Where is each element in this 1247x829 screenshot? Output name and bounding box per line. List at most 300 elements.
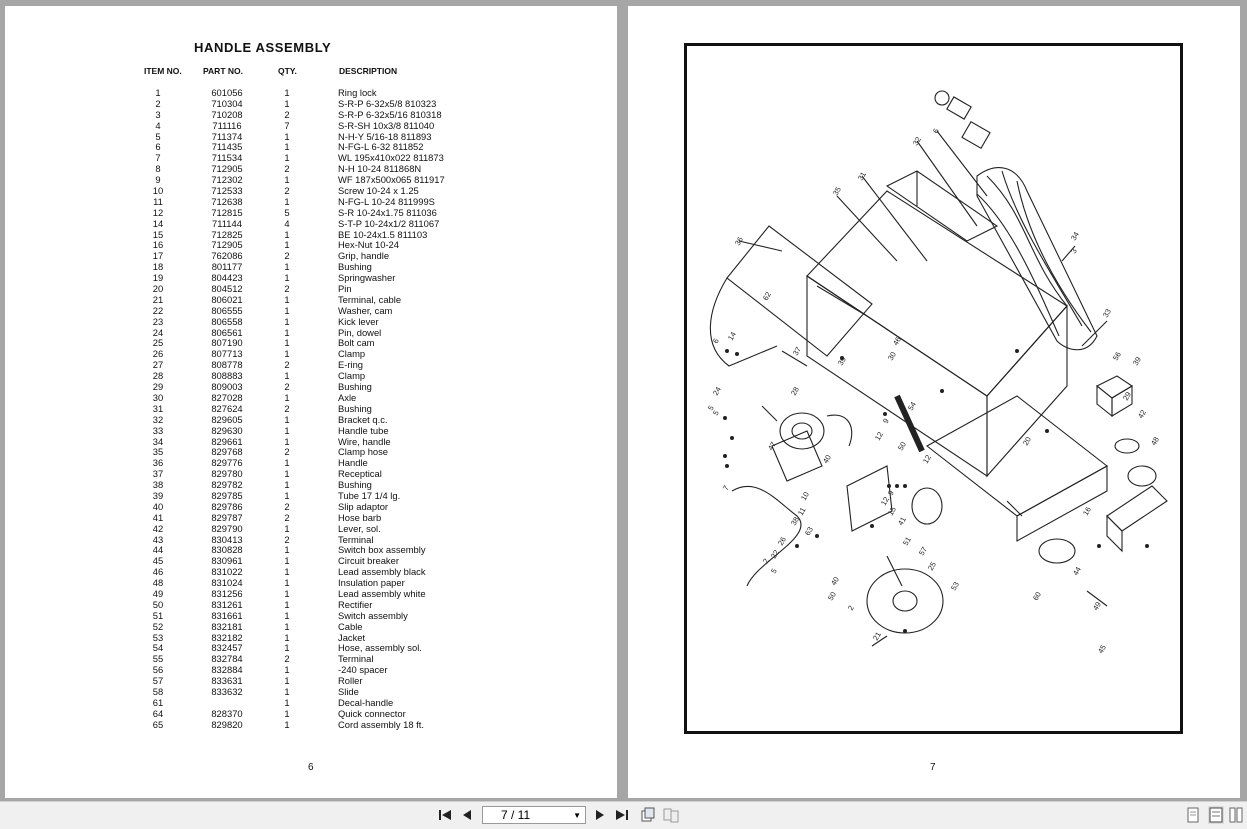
view-scroll-icon[interactable] — [1229, 806, 1243, 824]
table-row — [5, 404, 617, 415]
exploded-parts-diagram — [687, 46, 1180, 731]
cell-qty: 1 — [284, 544, 290, 556]
table-row — [5, 164, 617, 175]
cell-qty: 1 — [284, 239, 290, 251]
cell-description: S-R-P 6-32x5/8 810323 — [338, 97, 437, 109]
cell-description: Terminal — [338, 653, 374, 665]
callout-label: 44 — [1070, 565, 1083, 577]
table-row — [5, 349, 617, 360]
table-row — [5, 121, 617, 132]
cell-item-no: 42 — [152, 522, 164, 534]
cell-item-no: 39 — [152, 489, 164, 501]
cell-part-no: 711374 — [211, 130, 243, 142]
cell-qty: 1 — [284, 87, 290, 98]
cell-description: Screw 10-24 x 1.25 — [338, 185, 419, 197]
cell-description: Quick connector — [338, 707, 406, 719]
table-row — [5, 132, 617, 143]
cell-qty: 1 — [284, 587, 290, 599]
cell-description: Handle — [338, 457, 368, 469]
cell-description: WF 187x500x065 811917 — [338, 174, 445, 186]
cell-item-no: 51 — [152, 609, 164, 621]
table-row — [5, 99, 617, 110]
table-row — [5, 328, 617, 339]
cell-part-no: 711116 — [212, 119, 242, 131]
callout-label: 24 — [710, 385, 723, 397]
cell-item-no: 1 — [155, 87, 161, 98]
cell-qty: 1 — [284, 304, 290, 316]
table-row — [5, 709, 617, 720]
cell-item-no: 7 — [155, 152, 161, 164]
cell-description: Grip, handle — [338, 250, 390, 262]
last-page-icon[interactable] — [614, 806, 630, 824]
cell-qty: 2 — [284, 185, 290, 197]
cell-item-no: 48 — [152, 577, 164, 589]
table-row — [5, 491, 617, 502]
cell-part-no: 831022 — [211, 566, 243, 578]
table-row — [5, 665, 617, 676]
cell-qty: 1 — [284, 293, 290, 305]
table-row — [5, 230, 617, 241]
callout-label: 47 — [765, 440, 778, 452]
cell-item-no: 64 — [152, 707, 164, 719]
table-row — [5, 175, 617, 186]
cell-qty: 1 — [284, 696, 290, 708]
table-row — [5, 447, 617, 458]
cell-qty: 2 — [284, 381, 290, 393]
cell-item-no: 58 — [152, 685, 164, 697]
callout-label: 16 — [1080, 505, 1093, 517]
cell-qty: 1 — [284, 707, 290, 719]
cell-description: Bushing — [338, 261, 372, 273]
table-row — [5, 251, 617, 262]
callout-label: 54 — [905, 400, 918, 412]
cell-item-no: 34 — [152, 435, 164, 447]
cord — [732, 486, 801, 586]
table-row — [5, 186, 617, 197]
viewer-toolbar — [0, 801, 1247, 829]
cell-description: Terminal, cable — [338, 293, 402, 305]
table-row — [5, 698, 617, 709]
cell-part-no: 712905 — [211, 239, 243, 251]
callout-label: 63 — [802, 525, 815, 537]
cell-description: Hose barb — [338, 511, 382, 523]
cell-part-no: 712905 — [211, 163, 243, 175]
cell-item-no: 55 — [152, 653, 164, 665]
two-page-icon[interactable] — [663, 806, 679, 824]
cell-qty: 2 — [284, 533, 290, 545]
cell-part-no: 831024 — [211, 577, 243, 589]
table-row — [5, 338, 617, 349]
cell-item-no: 26 — [152, 348, 164, 360]
callout-label: 14 — [725, 330, 738, 342]
cell-part-no: 712825 — [211, 228, 243, 240]
cell-qty: 1 — [284, 631, 290, 643]
cell-description: Lead assembly white — [338, 587, 426, 599]
wheel-right — [1128, 466, 1156, 486]
cell-part-no: 601056 — [211, 87, 243, 98]
callout-label: 40 — [828, 575, 841, 587]
cell-qty: 1 — [284, 489, 290, 501]
cell-description: S-R 10-24x1.75 811036 — [338, 206, 437, 218]
view-single-icon[interactable] — [1186, 806, 1200, 824]
cell-qty: 1 — [284, 685, 290, 697]
callout-label: 37 — [790, 345, 803, 357]
cell-description: Hose, assembly sol. — [338, 642, 422, 654]
cell-description: Clamp — [338, 348, 366, 360]
cell-part-no: 762086 — [211, 250, 243, 262]
cell-description: Insulation paper — [338, 577, 405, 589]
table-row — [5, 524, 617, 535]
cell-part-no: 829820 — [211, 718, 243, 730]
cell-part-no: 829786 — [211, 500, 243, 512]
cell-part-no: 712533 — [211, 185, 243, 197]
cell-item-no: 10 — [152, 185, 164, 197]
cell-qty: 2 — [284, 653, 290, 665]
cell-description: N-H-Y 5/16-18 811893 — [338, 130, 432, 142]
cell-part-no: 829605 — [211, 413, 243, 425]
chassis-side — [987, 306, 1067, 476]
cell-part-no: 832784 — [211, 653, 243, 665]
cell-qty: 1 — [284, 675, 290, 687]
cell-item-no: 50 — [152, 598, 164, 610]
table-row — [5, 219, 617, 230]
table-row — [5, 262, 617, 273]
table-row — [5, 284, 617, 295]
cell-item-no: 29 — [152, 381, 164, 393]
page-7 — [628, 6, 1240, 798]
cell-description: Lever, sol. — [338, 522, 381, 534]
cell-qty: 1 — [284, 272, 290, 284]
cell-description: Wire, handle — [338, 435, 391, 447]
callout-label: 12 — [872, 430, 885, 442]
cell-item-no: 61 — [152, 696, 164, 708]
cell-description: Lead assembly black — [338, 566, 426, 578]
cell-item-no: 12 — [152, 206, 164, 218]
cell-part-no: 712302 — [211, 174, 243, 186]
table-row — [5, 480, 617, 491]
table-row — [5, 88, 617, 99]
cell-description: Slide — [338, 685, 359, 697]
cell-item-no: 21 — [152, 293, 164, 305]
callout-label: 9 — [885, 488, 896, 497]
cell-item-no: 53 — [152, 631, 164, 643]
cell-qty: 1 — [284, 315, 290, 327]
cell-description: Decal-handle — [338, 696, 394, 708]
table-row — [5, 676, 617, 687]
table-row — [5, 556, 617, 567]
cell-part-no: 711435 — [211, 141, 243, 153]
table-row — [5, 469, 617, 480]
cell-part-no: 832182 — [211, 631, 243, 643]
page-indicator: 7 / 11 — [501, 808, 531, 822]
table-row — [5, 306, 617, 317]
cell-item-no: 25 — [152, 337, 164, 349]
table-row — [5, 197, 617, 208]
cell-qty: 1 — [284, 620, 290, 632]
cell-qty: 5 — [284, 206, 290, 218]
cell-part-no: 711534 — [211, 152, 243, 164]
lower-plate — [927, 396, 1107, 516]
cell-item-no: 43 — [152, 533, 164, 545]
cell-qty: 7 — [284, 119, 290, 131]
diagram-frame — [684, 43, 1183, 734]
callout-label: 38 — [788, 515, 801, 527]
callout-label: 5 — [705, 403, 716, 412]
cell-item-no: 38 — [152, 479, 164, 491]
table-row — [5, 208, 617, 219]
header-part-no: PART NO. — [203, 66, 243, 76]
view-double-icon[interactable] — [1208, 806, 1224, 824]
cell-part-no: 804512 — [211, 283, 243, 295]
cell-qty: 1 — [284, 555, 290, 567]
cell-description: Pin — [338, 283, 352, 295]
cell-item-no: 32 — [152, 413, 164, 425]
next-page-icon[interactable] — [593, 806, 607, 824]
cell-qty: 1 — [284, 479, 290, 491]
cell-description: Hex-Nut 10-24 — [338, 239, 399, 251]
cell-description: Bolt cam — [338, 337, 375, 349]
cell-description: Bracket q.c. — [338, 413, 388, 425]
page-6 — [5, 6, 617, 798]
cell-part-no: 710304 — [211, 97, 243, 109]
callout-label: 29 — [1120, 390, 1133, 402]
callout-label: 20 — [1020, 435, 1033, 447]
cell-item-no: 46 — [152, 566, 164, 578]
callout-label: 2 — [760, 556, 771, 565]
cell-description: Springwasher — [338, 272, 396, 284]
first-page-icon[interactable] — [437, 806, 453, 824]
cell-qty: 1 — [284, 348, 290, 360]
cell-part-no: 806558 — [211, 315, 243, 327]
callout-label: 57 — [916, 545, 929, 557]
cell-description: Bushing — [338, 381, 372, 393]
table-row — [5, 502, 617, 513]
parts-table — [5, 88, 617, 731]
cell-description: Rectifier — [338, 598, 373, 610]
cell-part-no: 710208 — [211, 108, 243, 120]
cell-part-no: 807713 — [211, 348, 243, 360]
cell-description: Switch assembly — [338, 609, 408, 621]
cell-item-no: 36 — [152, 457, 164, 469]
cell-qty: 1 — [284, 718, 290, 730]
cell-description: BE 10-24x1.5 811103 — [338, 228, 428, 240]
cell-description: S-T-P 10-24x1/2 811067 — [338, 217, 440, 229]
callout-label: 36 — [732, 235, 745, 247]
cell-description: Cord assembly 18 ft. — [338, 718, 424, 730]
callout-label: 48 — [1148, 435, 1161, 447]
callout-label: 49 — [1090, 600, 1103, 612]
cell-item-no: 56 — [152, 664, 164, 676]
cell-part-no: 829782 — [211, 479, 243, 491]
table-row — [5, 295, 617, 306]
cell-item-no: 44 — [152, 544, 164, 556]
callout-label: 31 — [855, 170, 868, 182]
callout-label: 12 — [878, 495, 891, 507]
cell-part-no: 832181 — [211, 620, 243, 632]
table-row — [5, 578, 617, 589]
single-page-icon[interactable] — [640, 806, 656, 824]
table-row — [5, 600, 617, 611]
table-row — [5, 643, 617, 654]
wheel-main — [867, 569, 943, 633]
callout-label: 34 — [1068, 230, 1081, 242]
cell-description: Clamp hose — [338, 446, 389, 458]
cell-item-no: 52 — [152, 620, 164, 632]
bushing-right — [1115, 439, 1139, 453]
cell-qty: 1 — [284, 664, 290, 676]
cell-qty: 2 — [284, 359, 290, 371]
cell-qty: 1 — [284, 195, 290, 207]
table-row — [5, 654, 617, 665]
callout-label: 6 — [930, 126, 941, 135]
cell-item-no: 20 — [152, 283, 164, 295]
cell-qty: 1 — [284, 577, 290, 589]
cell-item-no: 9 — [155, 174, 161, 186]
cell-part-no: 831661 — [211, 609, 243, 621]
cell-part-no: 827028 — [211, 391, 243, 403]
callout-label: 35 — [830, 185, 843, 197]
callout-label: 39 — [835, 355, 848, 367]
cell-item-no: 54 — [152, 642, 164, 654]
callout-label: 22 — [768, 548, 781, 560]
cell-part-no: 829787 — [211, 511, 243, 523]
cell-description: Switch box assembly — [338, 544, 426, 556]
cell-description: Tube 17 1/4 lg. — [338, 489, 401, 501]
cell-qty: 1 — [284, 468, 290, 480]
cell-qty: 2 — [284, 283, 290, 295]
cell-item-no: 33 — [152, 424, 164, 436]
cell-item-no: 6 — [155, 141, 161, 153]
cell-item-no: 27 — [152, 359, 164, 371]
cell-description: S-R-SH 10x3/8 811040 — [338, 119, 435, 131]
table-row — [5, 415, 617, 426]
callout-label: 40 — [820, 453, 833, 465]
header-item-no: ITEM NO. — [144, 66, 182, 76]
cell-description: Cable — [338, 620, 363, 632]
callout-label: 28 — [788, 385, 801, 397]
cell-description: E-ring — [338, 359, 364, 371]
callout-label: 15 — [885, 505, 898, 517]
cell-item-no: 31 — [152, 402, 164, 414]
table-row — [5, 153, 617, 164]
cell-description: Bushing — [338, 479, 372, 491]
cell-part-no: 712638 — [211, 195, 243, 207]
callout-label: 25 — [925, 560, 938, 572]
cell-description: Handle tube — [338, 424, 389, 436]
callout-label: 42 — [1135, 408, 1148, 420]
cell-part-no: 830828 — [211, 544, 243, 556]
prev-page-icon[interactable] — [460, 806, 474, 824]
cell-item-no: 65 — [152, 718, 164, 730]
cell-part-no: 829790 — [211, 522, 243, 534]
fitting-top-2 — [962, 122, 990, 149]
callout-label: 60 — [1030, 590, 1043, 602]
cell-item-no: 8 — [155, 163, 161, 175]
table-row — [5, 720, 617, 731]
callout-label: 46 — [890, 335, 903, 347]
cell-qty: 1 — [284, 424, 290, 436]
fitting-top-1 — [947, 97, 971, 119]
cell-part-no: 830413 — [211, 533, 243, 545]
callout-label: 26 — [775, 535, 788, 547]
cell-description: Clamp — [338, 370, 366, 382]
wheel-small — [1039, 539, 1075, 563]
cell-qty: 2 — [284, 250, 290, 262]
table-row — [5, 437, 617, 448]
cell-description: N-FG-L 6-32 811852 — [338, 141, 424, 153]
callout-label: 10 — [798, 490, 811, 502]
cell-item-no: 15 — [152, 228, 164, 240]
cell-item-no: 28 — [152, 370, 164, 382]
cell-qty: 1 — [284, 609, 290, 621]
cell-qty: 1 — [284, 522, 290, 534]
cell-qty: 1 — [284, 141, 290, 153]
cell-qty: 1 — [284, 261, 290, 273]
cell-qty: 2 — [284, 446, 290, 458]
page-number: 6 — [308, 762, 314, 773]
cell-description: Washer, cam — [338, 304, 393, 316]
page-selector[interactable] — [482, 806, 586, 824]
callout-label: 50 — [825, 590, 838, 602]
table-row — [5, 371, 617, 382]
callout-label: 3 — [1068, 246, 1079, 255]
cell-item-no: 49 — [152, 587, 164, 599]
cell-qty: 2 — [284, 108, 290, 120]
cell-item-no: 4 — [155, 119, 161, 131]
cell-qty: 1 — [284, 228, 290, 240]
table-row — [5, 545, 617, 556]
table-row — [5, 382, 617, 393]
cell-item-no: 40 — [152, 500, 164, 512]
callout-label: 39 — [1130, 355, 1143, 367]
callout-label: 32 — [910, 135, 923, 147]
cell-qty: 1 — [284, 391, 290, 403]
cell-part-no: 828370 — [211, 707, 243, 719]
callout-label: 2 — [845, 603, 856, 612]
cell-qty: 1 — [284, 337, 290, 349]
cell-item-no: 35 — [152, 446, 164, 458]
cell-part-no: 804423 — [211, 272, 243, 284]
cell-part-no: 801177 — [211, 261, 243, 273]
cell-qty: 1 — [284, 566, 290, 578]
cell-part-no: 830961 — [211, 555, 243, 567]
table-row — [5, 567, 617, 578]
cell-qty: 2 — [284, 511, 290, 523]
cell-description: -240 spacer — [338, 664, 388, 676]
cell-part-no: 806021 — [211, 293, 243, 305]
cell-part-no: 831261 — [211, 598, 243, 610]
cell-qty: 1 — [284, 174, 290, 186]
cell-part-no: 807190 — [211, 337, 243, 349]
table-row — [5, 535, 617, 546]
cell-qty: 1 — [284, 326, 290, 338]
cell-description: Pin, dowel — [338, 326, 382, 338]
cell-item-no: 3 — [155, 108, 161, 120]
cell-item-no: 11 — [153, 195, 163, 207]
cell-qty: 1 — [284, 97, 290, 109]
cell-item-no: 5 — [155, 130, 161, 142]
cell-description: Jacket — [338, 631, 366, 643]
cell-item-no: 19 — [152, 272, 164, 284]
cell-part-no: 829780 — [211, 468, 243, 480]
cell-item-no: 22 — [152, 304, 164, 316]
cell-part-no: 829661 — [211, 435, 243, 447]
cell-part-no: 808883 — [211, 370, 243, 382]
cell-description: Axle — [338, 391, 357, 403]
table-row — [5, 687, 617, 698]
cell-qty: 2 — [284, 402, 290, 414]
page-number: 7 — [930, 762, 936, 773]
